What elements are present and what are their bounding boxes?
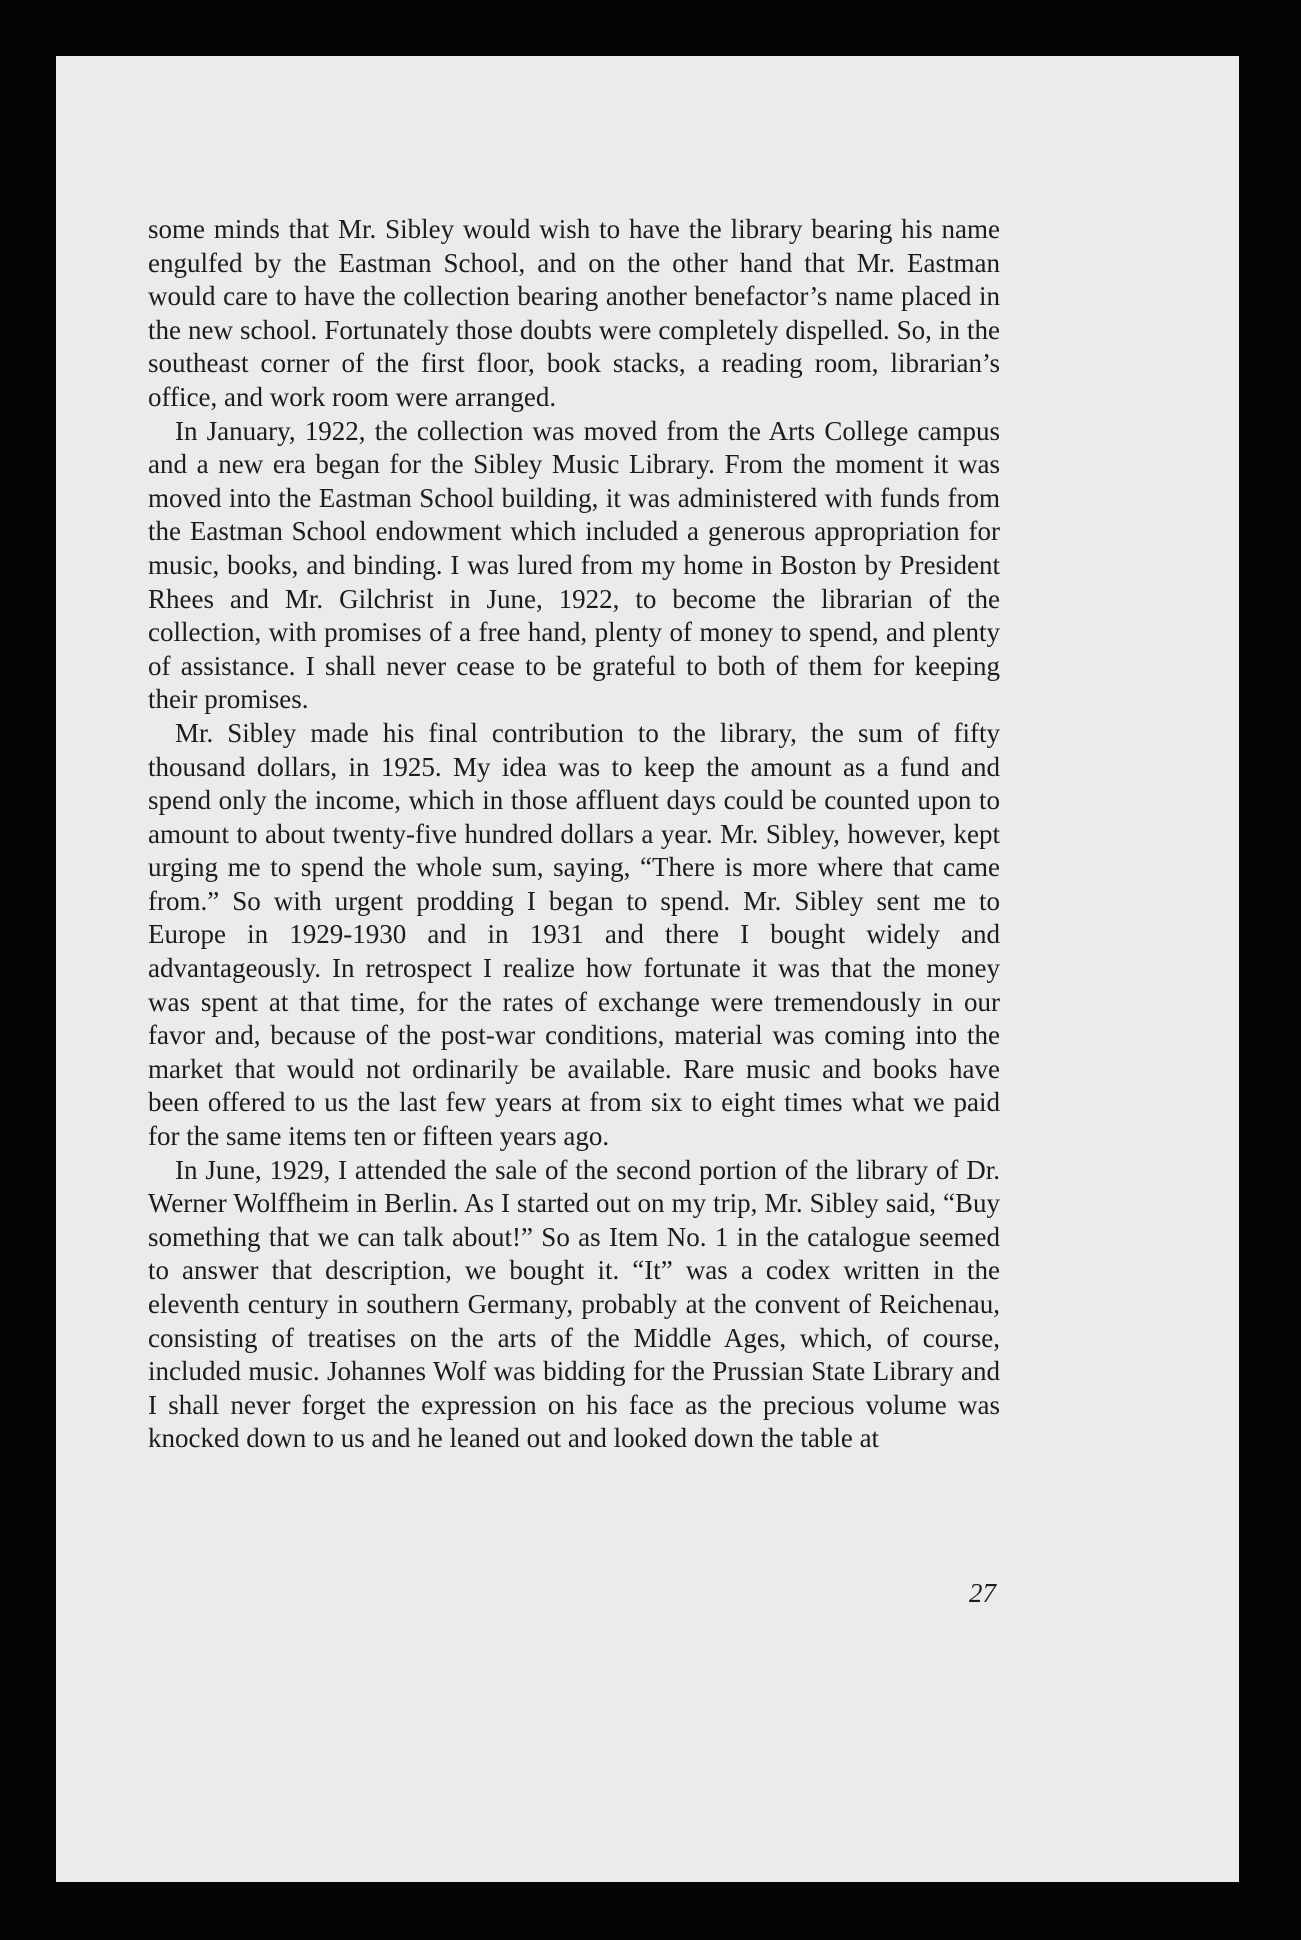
paragraph-4: In June, 1929, I attended the sale of the second portion of the library of Dr. Werner Wolffheim in Berlin. As I started out on my trip, Mr. Sibley said, “Buy something that we can talk about!” So as Item No. 1 in the catalogue seemed to answer that description, we bought it. “It” was a codex written in the eleventh century in southern Germany, probably at the convent of Reichenau, consisting of treatises on the arts of the Middle Ages, which, of course, included music. Johannes Wolf was bidding for the Prussian State Library and I shall never forget the expression on his face as the precious volume was knocked down to us and he leaned out and looked down the table at [148,1154,1000,1454]
paragraph-3: Mr. Sibley made his final contribution to the library, the sum of fifty thousand dollars, in 1925. My idea was to keep the amount as a fund and spend only the income, which in those affluent days could be counted upon to amount to about twenty-five hundred dollars a year. Mr. Sibley, however, kept urging me to spend the whole sum, saying, “There is more where that came from.” So with urgent prodding I began to spend. Mr. Sibley sent me to Europe in 1929-1930 and in 1931 and there I bought widely and advantageously. In retrospect I realize how fortunate it was that the money was spent at that time, for the rates of exchange were tremendously in our favor and, because of the post-war conditions, material was coming into the market that would not ordinarily be available. Rare music and books have been offered to us the last few years at from six to eight times what we paid for the same items ten or fifteen years ago. [148,717,1000,1152]
paragraph-1: some minds that Mr. Sibley would wish to have the library bearing his name engulfed by the Eastman School, and on the other hand that Mr. Eastman would care to have the collection bearing another benefactor’s name placed in the new school. Fortunately those doubts were completely dispelled. So, in the southeast corner of the first floor, book stacks, a reading room, librarian’s office, and work room were arranged. [148,214,1000,412]
book-page [56,56,1239,1882]
body-text [148,213,1000,1456]
page-number: 27 [969,1578,996,1608]
paragraph-2: In January, 1922, the collection was moved from the Arts College campus and a new era began for the Sibley Music Library. From the moment it was moved into the Eastman School building, it was administered with funds from the Eastman School endowment which included a generous appropriation for music, books, and binding. I was lured from my home in Boston by President Rhees and Mr. Gilchrist in June, 1922, to become the librarian of the collection, with promises of a free hand, plenty of money to spend, and plenty of assistance. I shall never cease to be grateful to both of them for keeping their promises. [148,415,1000,715]
